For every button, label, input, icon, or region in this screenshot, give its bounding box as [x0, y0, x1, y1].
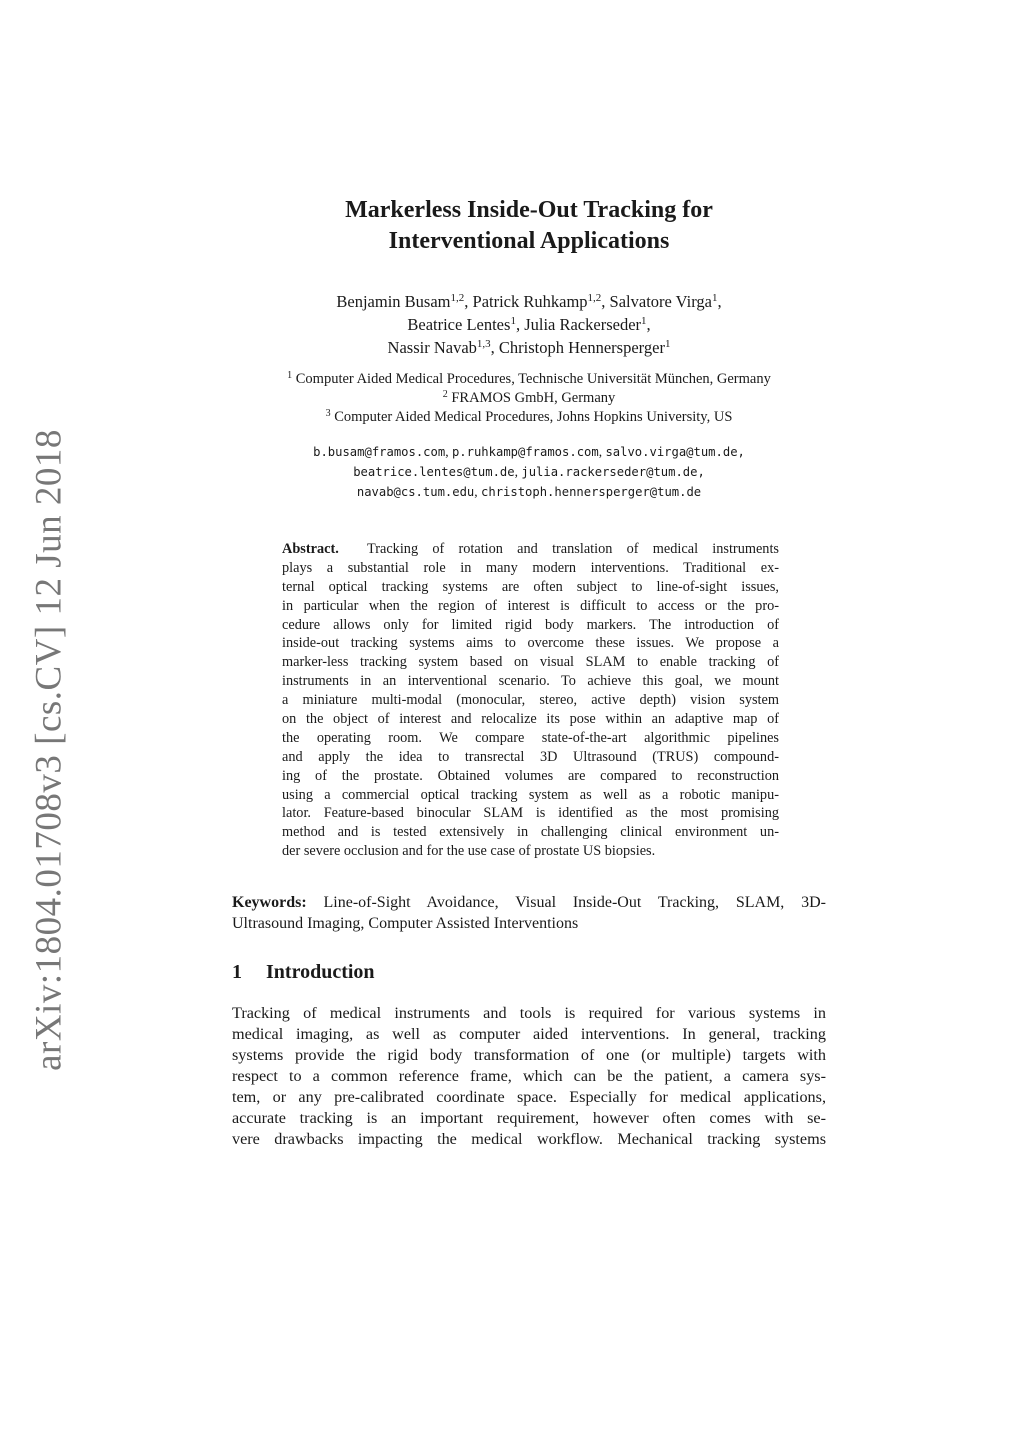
affiliation: $^1$ Computer Aided Medical Procedures, Technische Universität München, Germany	[287, 370, 771, 387]
abstract-line: Abstract. Tracking of rotation and translation of medical instruments	[282, 541, 779, 557]
author-line: Benjamin Busam$^{1,2}$, Patrick Ruhkamp$^{1,2}$, Salvatore Virga$^1$,	[336, 292, 722, 311]
body-line: respect to a common reference frame, which can be the patient, a camera sys-	[232, 1067, 826, 1085]
keywords-line: Ultrasound Imaging, Computer Assisted Interventions	[232, 915, 579, 932]
abstract-line: in particular when the region of interest is difficult to access or the pro-	[282, 597, 779, 614]
affiliation: $^2$ FRAMOS GmbH, Germany	[442, 389, 616, 406]
author-line: Beatrice Lentes$^1$, Julia Rackerseder$^1$,	[407, 315, 651, 334]
title-line: Interventional Applications	[388, 228, 670, 254]
abstract-line: lator. Feature-based binocular SLAM is identified as the most promising	[282, 805, 779, 822]
author-list	[232, 290, 826, 359]
abstract-line: on the object of interest and relocalize its pose within an adaptive map of	[282, 711, 779, 728]
arxiv-id: arXiv:1804.01708v3 [cs.CV] 12 Jun 2018	[28, 429, 70, 1071]
email-link[interactable]: julia.rackerseder@tum.de,	[521, 465, 705, 479]
email-link[interactable]: b.busam@framos.com	[313, 445, 446, 459]
email-link[interactable]: salvo.virga@tum.de,	[605, 445, 745, 459]
email-line: b.busam@framos.com, p.ruhkamp@framos.com, salvo.virga@tum.de,	[313, 444, 745, 459]
title-line: Markerless Inside-Out Tracking for	[345, 197, 713, 223]
abstract-line: using a commercial optical tracking system as well as a robotic manipu-	[282, 786, 779, 803]
email-link[interactable]: navab@cs.tum.edu	[356, 485, 475, 499]
keywords	[232, 892, 826, 934]
abstract-label: Abstract.	[282, 541, 339, 557]
intro-paragraph	[232, 1003, 826, 1150]
abstract-line: instruments in an interventional scenario. To achieve this goal, we mount	[282, 673, 779, 690]
abstract-line: ternal optical tracking systems are often subject to line-of-sight issues,	[282, 578, 779, 595]
email-link[interactable]: p.ruhkamp@framos.com	[451, 445, 599, 459]
abstract-line: method and is tested extensively in challenging clinical environment un-	[282, 824, 779, 841]
abstract-line: marker-less tracking system based on visual SLAM to enable tracking of	[282, 654, 779, 671]
body-line: medical imaging, as well as computer aided interventions. In general, tracking	[232, 1025, 826, 1043]
email-link[interactable]: christoph.hennersperger@tum.de	[481, 485, 702, 499]
abstract-line: and apply the idea to transrectal 3D Ultrasound (TRUS) compound-	[282, 748, 779, 765]
section-heading	[232, 961, 375, 984]
abstract	[282, 540, 779, 861]
abstract-line: cedure allows only for limited rigid body markers. The introduction of	[282, 616, 779, 633]
abstract-line: inside-out tracking systems aims to overcome these issues. We propose a	[282, 635, 779, 652]
body-line: tem, or any pre-calibrated coordinate space. Especially for medical applications,	[232, 1088, 826, 1106]
keywords-line: Keywords: Line-of-Sight Avoidance, Visual Inside-Out Tracking, SLAM, 3D-	[232, 894, 827, 911]
body-line: systems provide the rigid body transformation of one (or multiple) targets with	[232, 1046, 826, 1064]
email-list	[232, 442, 826, 502]
abstract-line: der severe occlusion and for the use case of prostate US biopsies.	[282, 843, 656, 860]
section-title: Introduction	[266, 961, 375, 983]
arxiv-stamp	[22, 429, 76, 1071]
paper-title	[232, 195, 826, 257]
abstract-line: ing of the prostate. Obtained volumes are compared to reconstruction	[282, 767, 779, 784]
abstract-line: plays a substantial role in many modern interventions. Traditional ex-	[282, 559, 779, 576]
email-line: navab@cs.tum.edu, christoph.hennersperger@tum.de	[356, 484, 702, 499]
section-number: 1	[232, 961, 242, 983]
affiliations	[232, 370, 826, 427]
author-line: Nassir Navab$^{1,3}$, Christoph Hennersperger$^1$	[387, 338, 671, 357]
abstract-line: the operating room. We compare state-of-the-art algorithmic pipelines	[282, 729, 779, 746]
body-line: accurate tracking is an important requirement, however often comes with se-	[232, 1109, 826, 1127]
affiliation: $^3$ Computer Aided Medical Procedures, Johns Hopkins University, US	[325, 408, 733, 425]
email-line: beatrice.lentes@tum.de, julia.rackerseder@tum.de,	[353, 464, 705, 479]
body-line: Tracking of medical instruments and tools is required for various systems in	[232, 1004, 826, 1022]
keywords-label: Keywords:	[232, 894, 307, 911]
email-link[interactable]: beatrice.lentes@tum.de	[353, 465, 515, 479]
body-line: vere drawbacks impacting the medical workflow. Mechanical tracking systems	[232, 1130, 826, 1148]
abstract-line: a miniature multi-modal (monocular, stereo, active depth) vision system	[282, 692, 779, 709]
